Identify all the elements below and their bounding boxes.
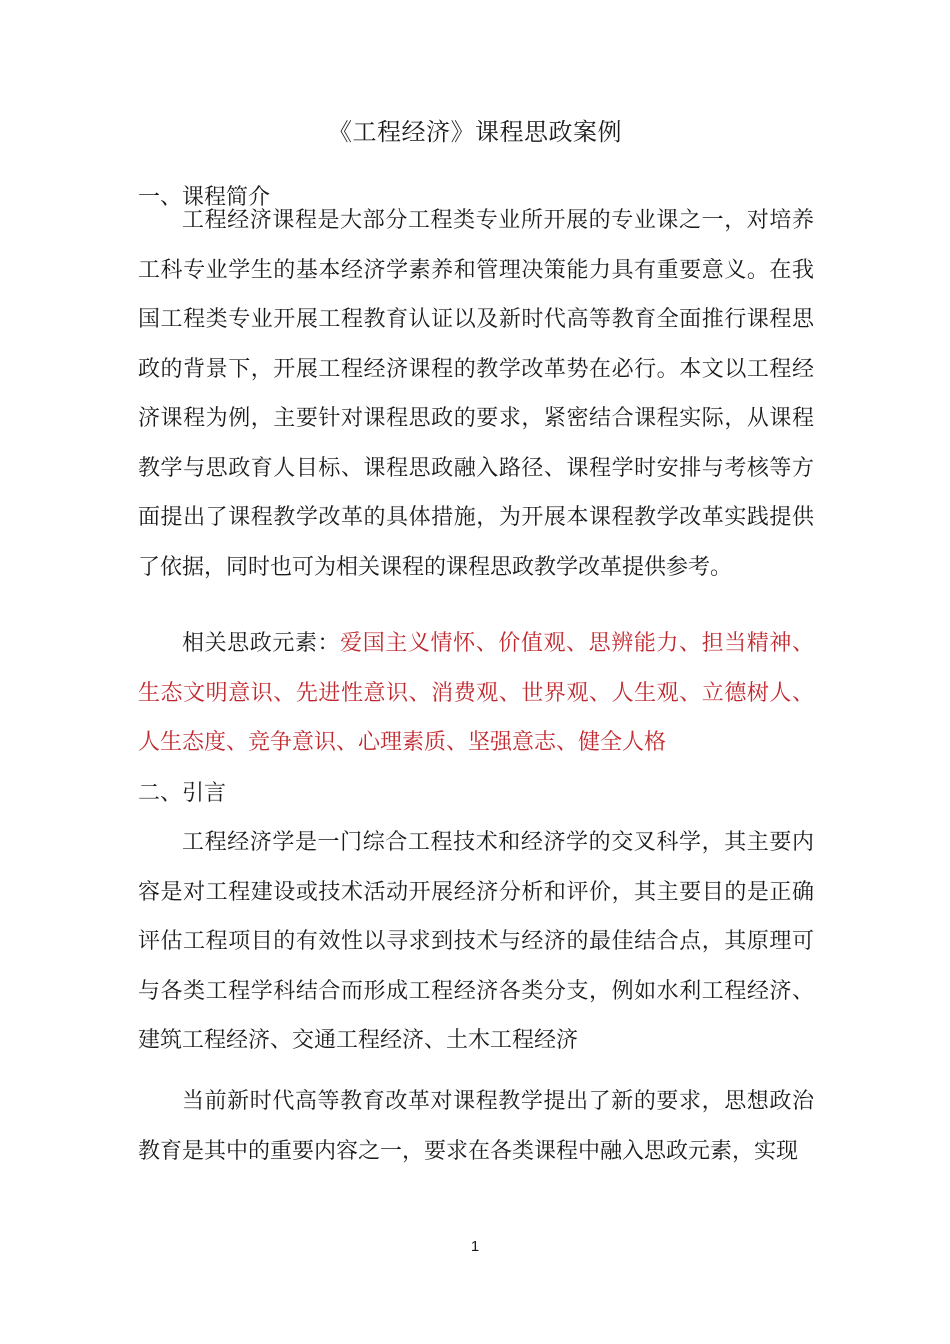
ideological-elements-label: 相关思政元素： [182,631,341,656]
document-title: 《工程经济》课程思政案例 [328,118,622,146]
intro-paragraph: 工程经济课程是大部分工程类专业所开展的专业课之一，对培养工科专业学生的基本经济学素养和管理决策能力具有重要意义。在我国工程类专业开展工程教育认证以及新时代高等教育全面推行课程思政的背景下，开展工程经济课程的教学改革势在必行。本文以工程经济课程为例，主要针对课程思政的要求，紧密结合课程实际，从课程教学与思政育人目标、课程思政融入路径、课程学时安排与考核等方面提出了课程教学改革的具体措施，为开展本课程教学改革实践提供了依据，同时也可为相关课程的课程思政教学改革提供参考。 [138,208,814,580]
ideological-elements-paragraph [138,619,814,768]
ideological-elements-list: 爱国主义情怀、价值观、思辨能力、担当精神、生态文明意识、先进性意识、消费观、世界观、人生观、立德树人、人生态度、竞争意识、心理素质、坚强意志、健全人格 [138,631,814,755]
preface-paragraph-2: 当前新时代高等教育改革对课程教学提出了新的要求，思想政治教育是其中的重要内容之一，要求在各类课程中融入思政元素，实现 [138,1089,814,1164]
page-number: 1 [470,1238,480,1255]
section-heading-preface: 二、引言 [138,781,227,806]
preface-paragraph-1: 工程经济学是一门综合工程技术和经济学的交叉科学，其主要内容是对工程建设或技术活动开展经济分析和评价，其主要目的是正确评估工程项目的有效性以寻求到技术与经济的最佳结合点，其原理可与各类工程学科结合而形成工程经济各类分支，例如水利工程经济、建筑工程经济、交通工程经济、土木工程经济 [138,830,814,1053]
section-heading-intro: 一、课程简介 [138,185,271,210]
